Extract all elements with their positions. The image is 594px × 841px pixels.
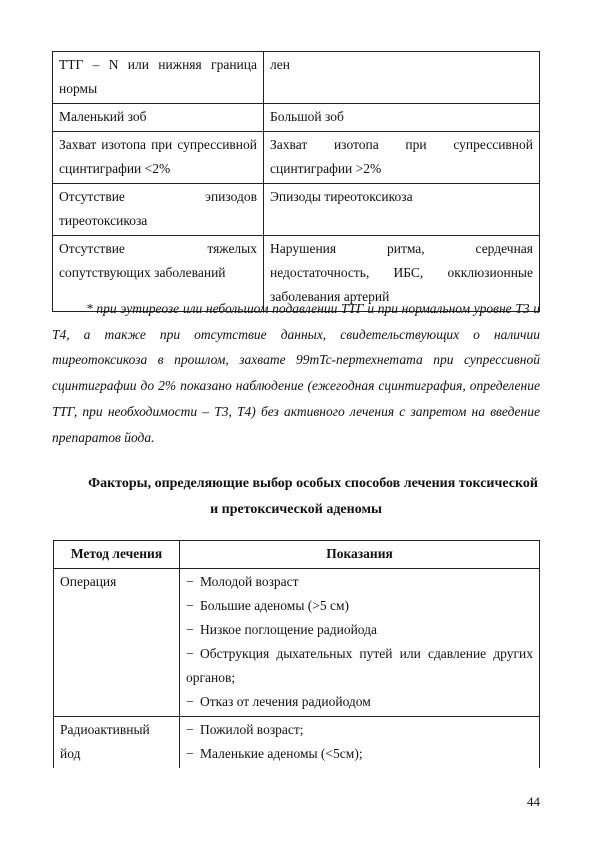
dash-marker: − (186, 598, 194, 613)
table-cell: Отсутствие эпизодов тиреотоксикоза (53, 184, 264, 236)
dash-marker: − (186, 746, 194, 761)
page-number: 44 (527, 794, 540, 809)
method-cell: Операция (54, 569, 180, 717)
table-header-row (54, 541, 540, 569)
column-header-method: Метод лечения (54, 541, 180, 569)
table-cell: Захват изотопа при супрессивной сцинтиграфии >2% (264, 132, 540, 184)
list-item (186, 642, 533, 690)
dash-marker: − (186, 622, 194, 637)
table-row (53, 184, 540, 236)
footnote-paragraph: * при эутиреозе или небольшом подавлении ТТГ и при нормальном уровне Т3 и Т4, а также при отсутствие данных, свидетельствующих о наличии тиреотоксикоза в прошлом, захвате 99mTc-пертехнетата при супрессивной сцинтиграфии до 2% показано наблюдение (ежегодная сцинтиграфия, определение ТТГ, при необходимости – Т3, Т4) без активного лечения с запретом на введение препаратов йода. (52, 301, 540, 445)
indications-list (186, 718, 533, 766)
criteria-table (52, 51, 540, 312)
dash-marker: − (186, 646, 194, 661)
table-row (54, 569, 540, 717)
dash-marker: − (186, 694, 194, 709)
column-header-indications: Показания (180, 541, 540, 569)
table-cell: Нарушения ритма, сердечная недостаточность, ИБС, окклюзионные заболевания артерий (264, 236, 540, 312)
list-item-text: Отказ от лечения радиойодом (200, 694, 371, 709)
dash-marker: − (186, 574, 194, 589)
table-row (53, 104, 540, 132)
list-item-text: Низкое поглощение радиойода (200, 622, 378, 637)
list-item-text: Молодой возраст (200, 574, 299, 589)
table-row (53, 52, 540, 104)
table-cell: Маленький зоб (53, 104, 264, 132)
table-cell: Отсутствие тяжелых сопутствующих заболеваний (53, 236, 264, 312)
method-cell: Радиоактивный йод (54, 717, 180, 769)
section-heading: Факторы, определяющие выбор особых способов лечения токсической и претоксической аденомы (88, 476, 538, 517)
list-item-text: Большие аденомы (>5 см) (200, 598, 350, 613)
list-item (186, 594, 533, 618)
table-row (53, 132, 540, 184)
list-item (186, 718, 533, 742)
list-item-text: Маленькие аденомы (<5см); (200, 746, 363, 761)
table-row (54, 717, 540, 769)
table-cell: лен (264, 52, 540, 104)
indications-list (186, 570, 533, 714)
list-item-text: Пожилой возраст; (200, 722, 304, 737)
table-cell: Захват изотопа при супрессивной сцинтиграфии <2% (53, 132, 264, 184)
treatment-table (53, 540, 540, 768)
indications-cell (180, 717, 540, 769)
table-cell: Эпизоды тиреотоксикоза (264, 184, 540, 236)
list-item-text: Обструкция дыхательных путей или сдавление других органов; (186, 646, 533, 685)
dash-marker: − (186, 722, 194, 737)
indications-cell (180, 569, 540, 717)
list-item (186, 690, 533, 714)
table-cell: ТТГ – N или нижняя граница нормы (53, 52, 264, 104)
table-cell: Большой зоб (264, 104, 540, 132)
list-item (186, 742, 533, 766)
list-item (186, 618, 533, 642)
list-item (186, 570, 533, 594)
